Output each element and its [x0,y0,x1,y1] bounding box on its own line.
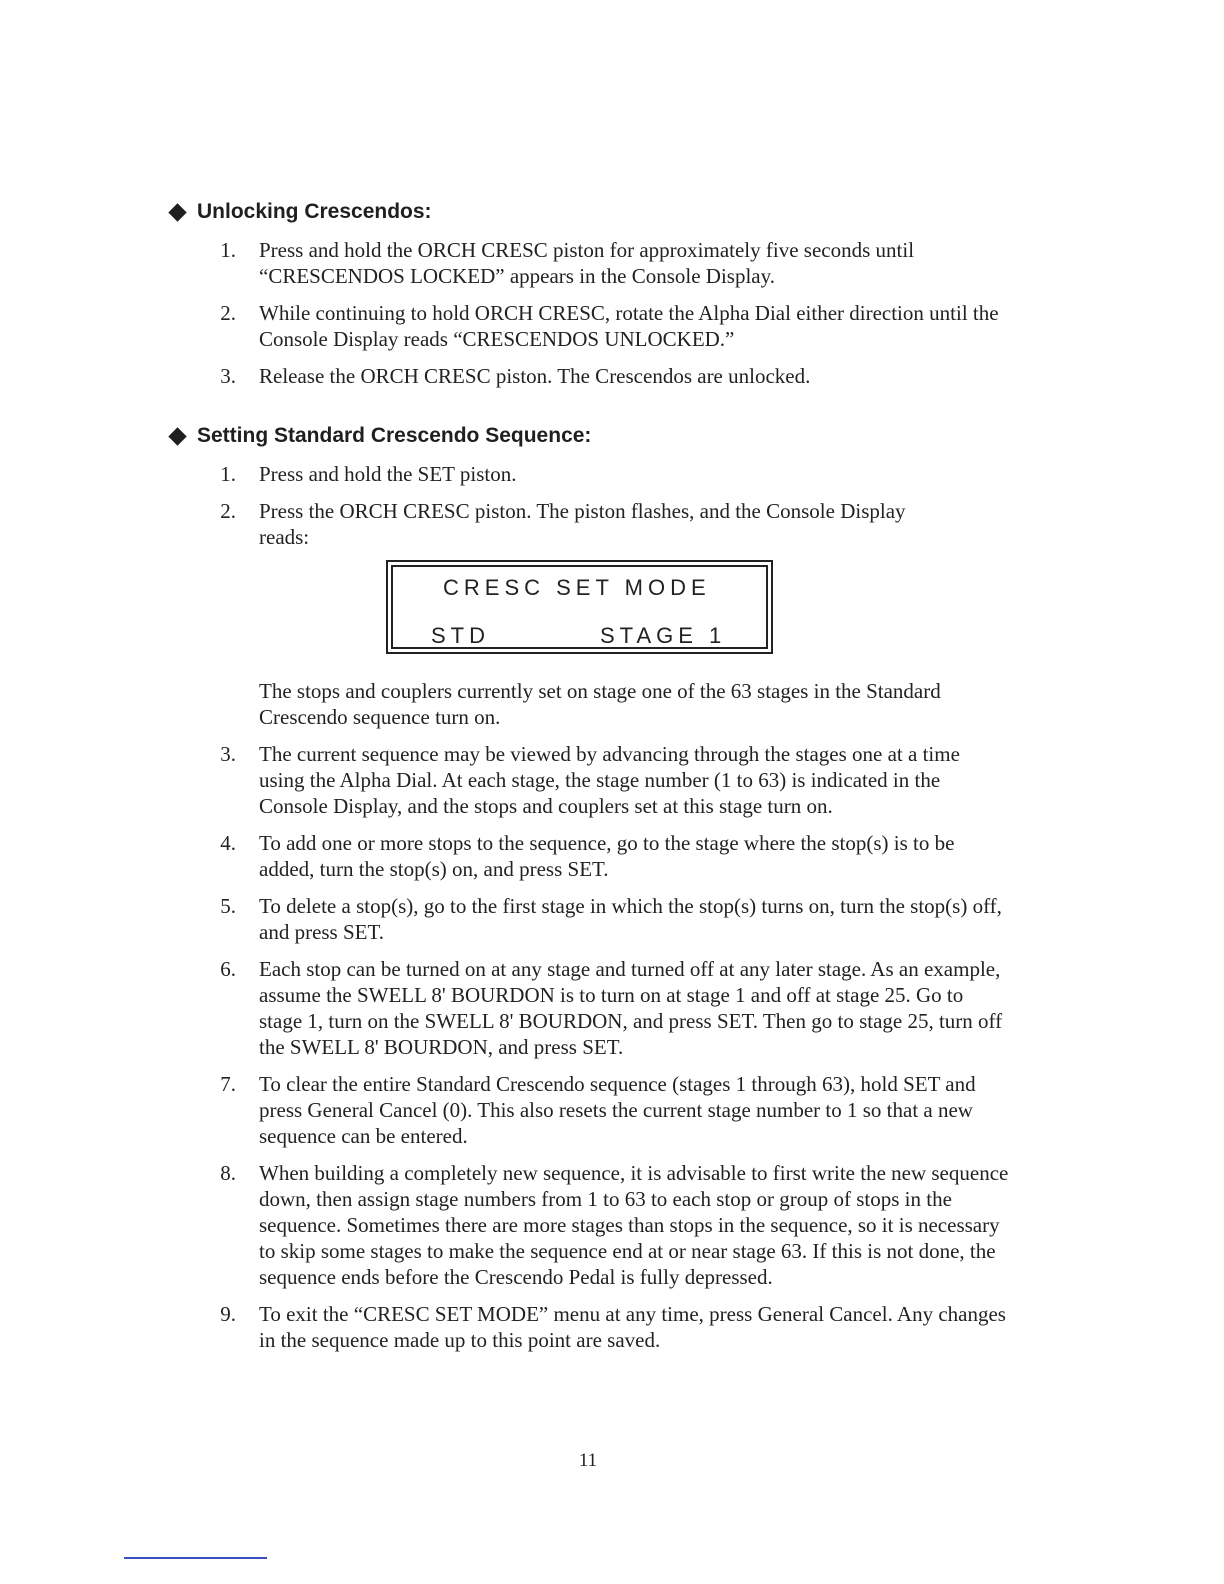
list-item: 2. Press the ORCH CRESC piston. The piston flashes, and the Console Display reads: [220,499,906,549]
section-heading-unlocking [168,200,432,224]
list-item: 1. Press and hold the SET piston. [220,462,517,486]
setting-steps-b [210,741,1010,1364]
section-heading-setting [168,424,591,448]
display-line1: CRESC SET MODE [443,575,711,600]
list-item: 9. To exit the “CRESC SET MODE” menu at any time, press General Cancel. Any changes in the sequence made up to this point are saved. [220,1302,1006,1352]
list-item: 2. While continuing to hold ORCH CRESC, rotate the Alpha Dial either direction until the Console Display reads “CRESCENDOS UNLOCKED.” [220,301,999,351]
list-item: 8. When building a completely new sequence, it is advisable to first write the new sequence down, then assign stage numbers from 1 to 63 to each stop or group of stops in the sequence. Sometimes there are more stages than stops in the sequence, so it is necessary to skip some stages to make the sequence end at or near stage 63. If this is not done, the sequence ends before the Crescendo Pedal is fully depressed. [220,1161,1009,1289]
heading-text: Unlocking Crescendos: [197,200,432,223]
diamond-bullet-icon [168,203,186,221]
diamond-bullet-icon [168,427,186,445]
list-item: 3. The current sequence may be viewed by advancing through the stages one at a time using the Alpha Dial. At each stage, the stage number (1 to 63) is indicated in the Console Display, and the stops and couplers set at this stage turn on. [220,742,960,818]
display-line2-right: STAGE 1 [600,623,727,648]
list-item: 1. Press and hold the ORCH CRESC piston for approximately five seconds until “CRESCENDOS LOCKED” appears in the Console Display. [220,238,915,288]
list-item: 3. Release the ORCH CRESC piston. The Crescendos are unlocked. [220,364,811,388]
list-item: 7. To clear the entire Standard Crescendo sequence (stages 1 through 63), hold SET and press General Cancel (0). This also resets the current stage number to 1 so that a new sequence can be entered. [220,1072,976,1148]
list-item: 6. Each stop can be turned on at any stage and turned off at any later stage. As an example, assume the SWELL 8' BOURDON is to turn on at stage 1 and off at stage 25. Go to stage 1, turn on the SWELL 8' BOURDON, and press SET. Then go to stage 25, turn off the SWELL 8' BOURDON, and press SET. [220,957,1003,1059]
page-number: 11 [578,1450,598,1471]
list-item: 5. To delete a stop(s), go to the first stage in which the stop(s) turns on, turn the stop(s) off, and press SET. [220,894,1002,944]
heading-text: Setting Standard Crescendo Sequence: [197,424,592,447]
list-item: 4. To add one or more stops to the sequence, go to the stage where the stop(s) is to be added, turn the stop(s) on, and press SET. [220,831,955,881]
console-display-inner [391,565,768,649]
unlocking-steps [210,237,1010,400]
console-display [386,560,773,654]
footer-rule [124,1557,267,1559]
stage-note: The stops and couplers currently set on stage one of the 63 stages in the Standard Crescendo sequence turn on. [259,679,941,729]
setting-steps-a [210,461,1010,561]
display-line2-left: STD [431,623,490,648]
